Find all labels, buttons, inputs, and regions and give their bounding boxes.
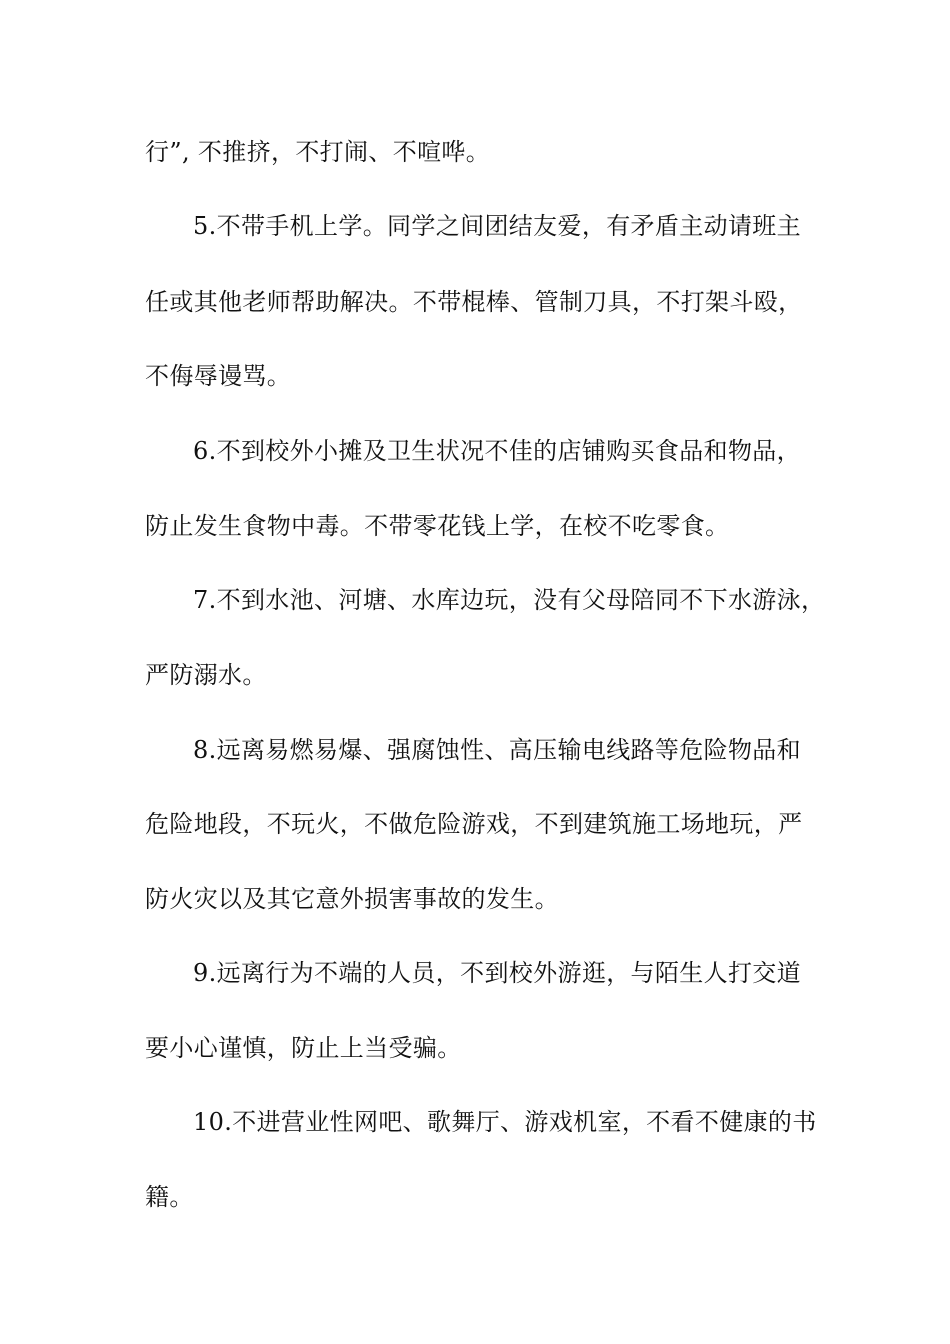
text-line: 5.不带手机上学。同学之间团结友爱，有矛盾主动请班主: [193, 212, 801, 240]
text-line: 危险地段，不玩火，不做危险游戏，不到建筑施工场地玩，严: [145, 810, 803, 838]
text-line: 行”, 不推挤，不打闹、不喧哗。: [145, 138, 491, 166]
text-line: 严防溺水。: [145, 661, 267, 689]
text-line: 9.远离行为不端的人员，不到校外游逛，与陌生人打交道: [193, 959, 801, 987]
text-line: 7.不到水池、河塘、水库边玩，没有父母陪同不下水游泳，: [193, 586, 826, 614]
text-line: 8.远离易燃易爆、强腐蚀性、高压输电线路等危险物品和: [193, 736, 801, 764]
text-line: 防火灾以及其它意外损害事故的发生。: [145, 885, 559, 913]
text-line: 要小心谨慎，防止上当受骗。: [145, 1034, 462, 1062]
text-line: 任或其他老师帮助解决。不带棍棒、管制刀具，不打架斗殴，: [145, 288, 803, 316]
text-line: 防止发生食物中毒。不带零花钱上学，在校不吃零食。: [145, 512, 730, 540]
text-line: 籍。: [145, 1183, 194, 1211]
text-line: 不侮辱谩骂。: [145, 362, 292, 390]
text-line: 6.不到校外小摊及卫生状况不佳的店铺购买食品和物品，: [193, 437, 801, 465]
text-line: 10.不进营业性网吧、歌舞厅、游戏机室，不看不健康的书: [193, 1108, 817, 1136]
